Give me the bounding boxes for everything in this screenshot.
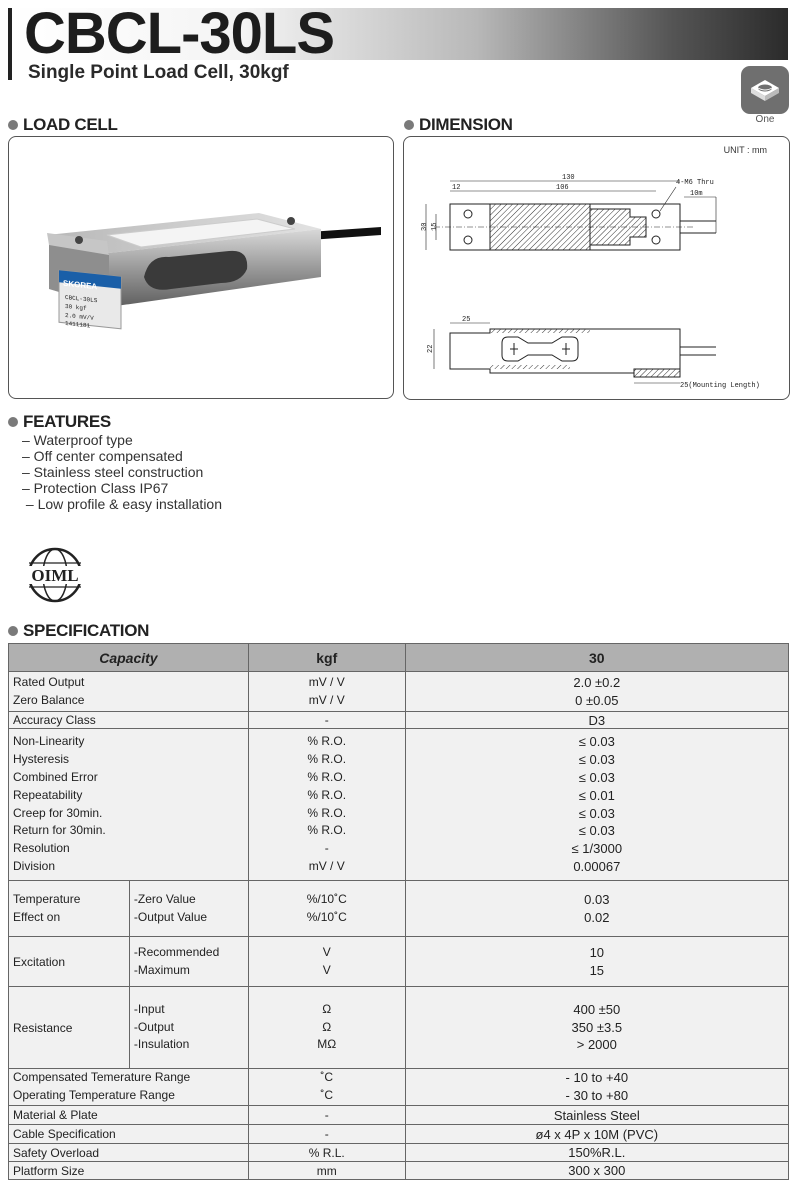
label-serial: 1411181 [65, 319, 91, 330]
row-label: Creep for 30min. [13, 805, 103, 820]
dim-height: 22 [427, 344, 435, 353]
dim-length: 130 [562, 174, 575, 182]
row-value: > 2000 [576, 1037, 617, 1053]
row-units [248, 881, 405, 937]
feature-item: – Waterproof type [22, 432, 133, 448]
oiml-logo [22, 547, 88, 603]
feature-item: – Low profile & easy installation [22, 496, 222, 512]
row-unit: ˚C [320, 1088, 334, 1102]
dim-width-inner: 15 [431, 222, 439, 231]
row-sublabels [129, 987, 248, 1069]
row-label: Effect on [13, 909, 61, 924]
load-cell-photo-panel [8, 136, 394, 399]
row-labels [9, 672, 249, 712]
header-unit: kgf [248, 644, 405, 672]
row-label: Temperature [13, 891, 81, 906]
table-row [9, 1125, 789, 1144]
row-units [248, 1069, 405, 1106]
row-label: Zero Balance [13, 692, 85, 707]
dimension-unit: UNIT : mm [723, 145, 767, 155]
table-row [9, 1162, 789, 1180]
table-row [9, 987, 789, 1069]
row-value: 2.0 ±0.2 [573, 674, 621, 690]
label-brand: SKOREA [62, 278, 98, 292]
row-unit: % R.O. [307, 752, 347, 767]
row-value: 0.03 [584, 891, 610, 907]
table-row [9, 1106, 789, 1125]
row-label: Operating Temperature Range [13, 1088, 175, 1102]
row-value: 300 x 300 [405, 1162, 788, 1180]
page-subtitle: Single Point Load Cell, 30kgf [28, 62, 289, 83]
row-unit: - [248, 712, 405, 729]
table-header-row [9, 644, 789, 672]
row-value: 0 ±0.05 [575, 692, 619, 708]
row-label: Repeatability [13, 787, 83, 802]
row-unit: mV / V [308, 674, 345, 689]
row-labels [9, 729, 249, 881]
dim-mount-top: 25 [462, 316, 471, 324]
bullet-icon [8, 417, 18, 427]
row-label: Rated Output [13, 674, 85, 689]
load-cell-photo [9, 137, 394, 399]
header-value: 30 [405, 644, 788, 672]
row-sublabel: -Output [133, 1019, 174, 1034]
row-label: Accuracy Class [9, 712, 249, 729]
row-unit: - [248, 1125, 405, 1144]
bullet-icon [404, 120, 414, 130]
row-label: Hysteresis [13, 752, 70, 767]
header [0, 0, 797, 90]
oiml-logo-text: OIML [31, 566, 79, 585]
row-unit: % R.O. [307, 823, 347, 838]
row-unit: % R.O. [307, 734, 347, 749]
row-value: D3 [405, 712, 788, 729]
row-sublabels [129, 937, 248, 987]
row-value: 15 [589, 962, 605, 978]
section-heading-label: FEATURES [23, 412, 111, 431]
row-sublabel: -Insulation [133, 1037, 190, 1052]
single-point-icon [741, 66, 789, 114]
row-value: ≤ 1/3000 [571, 841, 623, 857]
label-model: CBCL-30LS [65, 293, 98, 305]
dimension-drawing-panel [403, 136, 790, 400]
feature-item: – Protection Class IP67 [22, 480, 169, 496]
table-row [9, 881, 789, 937]
row-values [405, 672, 788, 712]
bullet-icon [8, 120, 18, 130]
section-heading-dimension [404, 115, 513, 135]
row-label: Cable Specification [9, 1125, 249, 1144]
row-sublabel: -Recommended [133, 944, 220, 959]
header-capacity: Capacity [9, 644, 249, 672]
bullet-icon [8, 626, 18, 636]
section-heading-specification [8, 621, 149, 641]
row-unit: - [324, 841, 329, 856]
row-unit: - [248, 1106, 405, 1125]
row-labels [9, 1069, 249, 1106]
row-sublabels [129, 881, 248, 937]
section-heading-label: SPECIFICATION [23, 621, 150, 640]
row-values [405, 937, 788, 987]
row-value: ø4 x 4P x 10M (PVC) [405, 1125, 788, 1144]
dim-cable: 10m [690, 190, 703, 198]
row-value: - 10 to +40 [565, 1070, 629, 1086]
dim-mount-length: 25(Mounting Length) [680, 382, 760, 390]
row-value: ≤ 0.03 [578, 752, 615, 768]
row-value: 350 ±3.5 [571, 1019, 623, 1035]
dim-offset: 12 [452, 184, 461, 192]
row-labels [9, 881, 130, 937]
row-label: Excitation [9, 937, 130, 987]
row-unit: mV / V [308, 692, 345, 707]
row-value: 150%R.L. [405, 1144, 788, 1162]
row-units [248, 937, 405, 987]
row-label: Resolution [13, 841, 70, 856]
row-label: Non-Linearity [13, 734, 85, 749]
table-row [9, 672, 789, 712]
row-unit: % R.O. [307, 805, 347, 820]
row-value: ≤ 0.01 [578, 787, 615, 803]
section-heading-load-cell [8, 115, 118, 135]
section-heading-label: DIMENSION [419, 115, 513, 134]
table-row [9, 937, 789, 987]
features-list [22, 432, 222, 512]
row-unit: Ω [322, 1019, 332, 1034]
label-capacity: 30 kgf [65, 302, 87, 313]
section-heading-features [8, 412, 111, 432]
dim-length-inner: 106 [556, 184, 569, 192]
row-value: 0.00067 [573, 858, 621, 874]
row-units [248, 987, 405, 1069]
page-title: CBCL-30LS [24, 1, 335, 66]
row-unit: mm [248, 1162, 405, 1180]
row-value: 0.02 [584, 909, 610, 925]
row-sublabel: -Input [133, 1001, 165, 1016]
feature-item: – Off center compensated [22, 448, 183, 464]
dimension-drawing [404, 137, 790, 400]
row-unit: mV / V [308, 858, 345, 873]
section-heading-label: LOAD CELL [23, 115, 118, 134]
row-label: Return for 30min. [13, 823, 106, 838]
row-values [405, 881, 788, 937]
table-row [9, 729, 789, 881]
row-units [248, 672, 405, 712]
row-value: ≤ 0.03 [578, 769, 615, 785]
row-value: 400 ±50 [573, 1001, 621, 1017]
row-value: Stainless Steel [405, 1106, 788, 1125]
row-unit: %/10˚C [306, 909, 347, 924]
row-label: Division [13, 858, 56, 873]
row-label: Compensated Temerature Range [13, 1070, 191, 1085]
title-accent-line [8, 8, 12, 80]
row-unit: MΩ [317, 1037, 337, 1052]
row-label: Material & Plate [9, 1106, 249, 1125]
row-label: Combined Error [13, 769, 98, 784]
row-values [405, 987, 788, 1069]
row-label: Resistance [9, 987, 130, 1069]
label-output: 2.0 mV/V [65, 311, 94, 322]
table-row [9, 712, 789, 729]
row-value: 10 [589, 944, 605, 960]
row-value: ≤ 0.03 [578, 734, 615, 750]
row-unit: V [322, 944, 331, 959]
table-row [9, 1069, 789, 1106]
row-value: - 30 to +80 [565, 1088, 629, 1103]
row-sublabel: -Maximum [133, 962, 190, 977]
row-sublabel: -Output Value [133, 909, 208, 924]
row-unit: V [322, 962, 331, 977]
row-unit: ˚C [320, 1070, 334, 1085]
row-value: ≤ 0.03 [578, 805, 615, 821]
row-value: ≤ 0.03 [578, 823, 615, 839]
row-unit: % R.O. [307, 787, 347, 802]
row-unit: % R.O. [307, 769, 347, 784]
badge-label: One [755, 114, 775, 125]
row-label: Safety Overload [9, 1144, 249, 1162]
row-unit: Ω [322, 1001, 332, 1016]
row-units [248, 729, 405, 881]
table-row [9, 1144, 789, 1162]
row-label: Platform Size [9, 1162, 249, 1180]
row-sublabel: -Zero Value [133, 891, 196, 906]
dim-width-outer: 30 [421, 222, 429, 231]
row-unit: % R.L. [248, 1144, 405, 1162]
feature-item: – Stainless steel construction [22, 464, 204, 480]
row-values [405, 1069, 788, 1106]
row-values [405, 729, 788, 881]
dim-thread: 4-M6 Thru [676, 179, 714, 187]
specification-table [8, 643, 789, 1180]
row-unit: %/10˚C [306, 891, 347, 906]
